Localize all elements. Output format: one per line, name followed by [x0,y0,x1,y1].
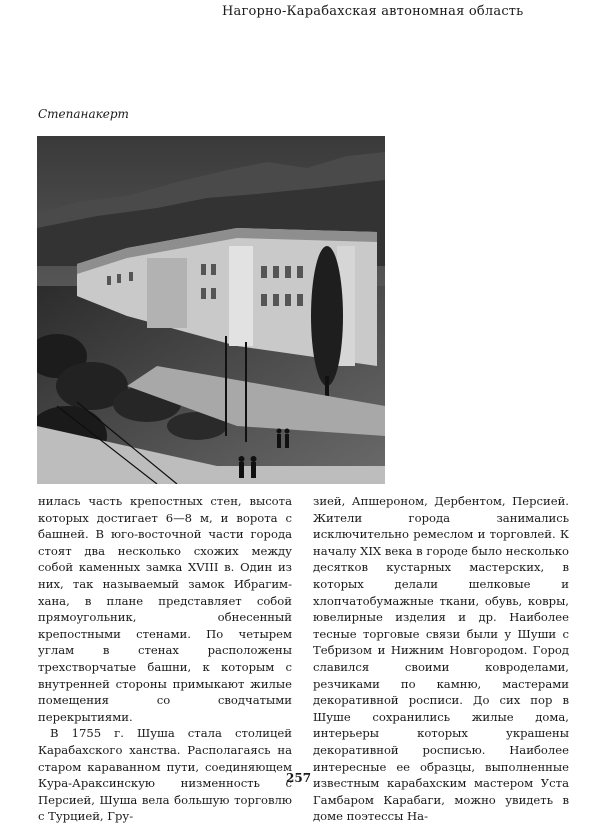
text-column-right [313,493,569,825]
photo-caption: Степанакерт [38,107,129,121]
running-title: Нагорно-Карабахская автономная область [222,4,524,19]
page-number: 257 [286,771,312,785]
text-column-left [38,493,292,825]
paragraph: нилась часть крепостных стен, высота которых достигает 6—8 м, и ворота с башней. В юго-восточной части города стоят два несколько схожих между собой каменных замка XVIII в. Один из них, так называемый замок Ибрагим-хана, в плане представляет собой прямоугольник, обнесенный крепостными стенами. По четырем углам в стенах расположены трехстворчатые башни, к которым с внутренней стороны примыкают жилые помещения со сводчатыми перекрытиями. [38,494,292,724]
paragraph: зией, Апшероном, Дербентом, Персией. Жители города занимались исключительно ремеслом и торговлей. К началу XIX века в городе было несколько десятков кустарных мастерских, в которых делали шелковые и хлопчатобумажные ткани, обувь, ковры, ювелирные изделия и др. Наиболее тесные торговые связи были у Шуши с Тебризом и Нижним Новгородом. Город славился своими ковроделами, резчиками по камню, мастерами декоративной росписи. До сих пор в Шуше сохранились жилые дома, интерьеры которых украшены декоративной росписью. Наиболее интересные ее образцы, выполненные известным карабахским мастером Уста Гамбаром Карабаги, можно увидеть в доме поэтессы На- [313,494,569,824]
paragraph: В 1755 г. Шуша стала столицей Карабахского ханства. Располагаясь на старом караванном пути, соединяющем Кура-Араксинскую низменность с Персией, Шуша вела большую торговлю с Турцией, Гру- [38,726,292,824]
city-photograph [37,136,385,484]
